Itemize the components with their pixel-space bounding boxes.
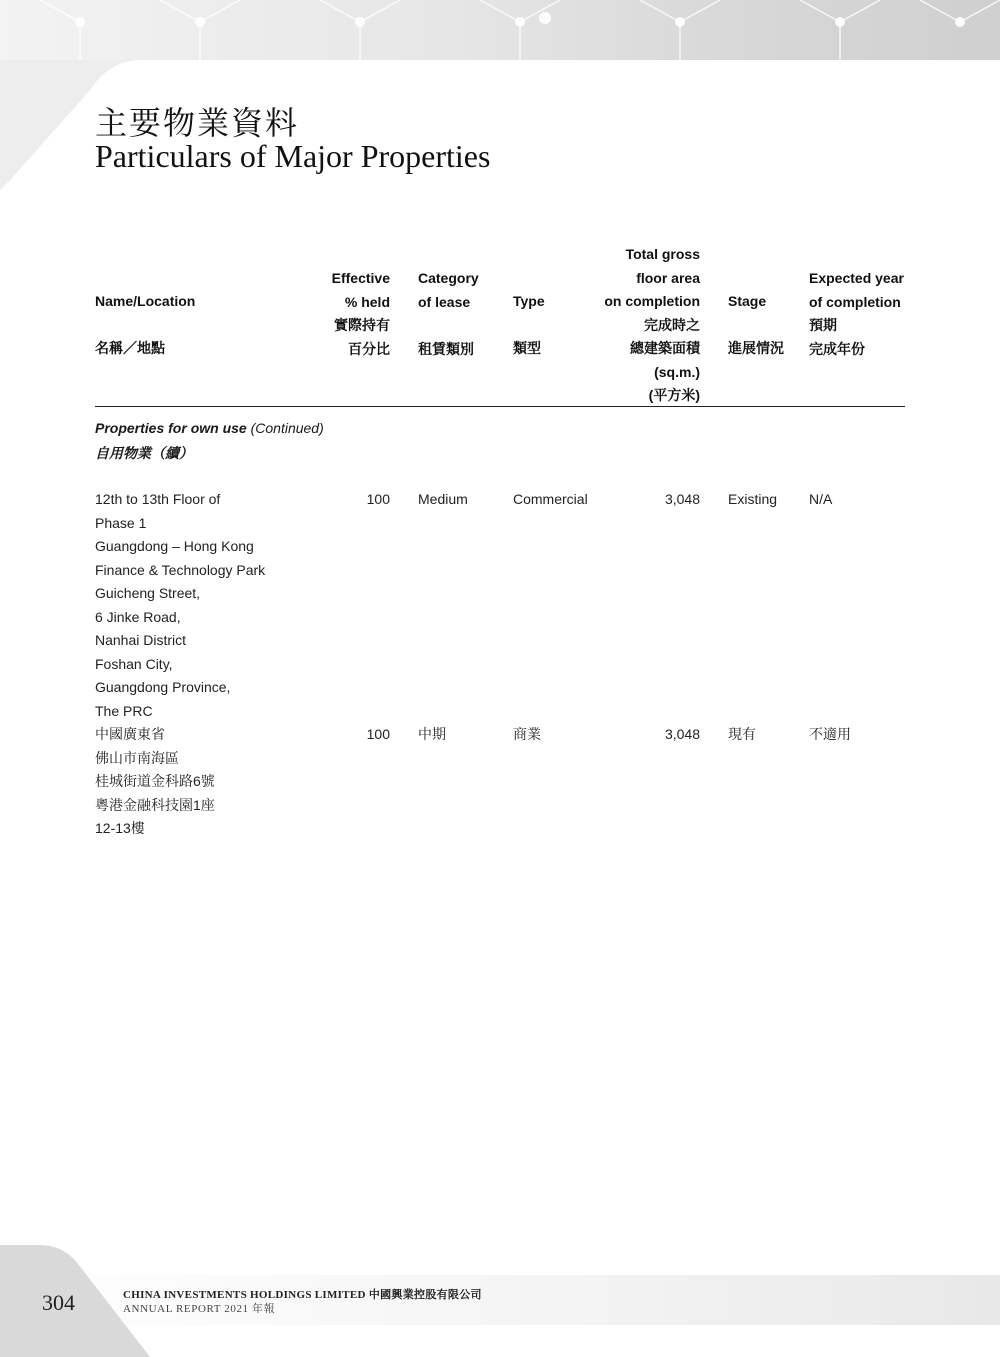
section-title-zh: 自用物業（續） [95, 445, 193, 461]
footer-company: CHINA INVESTMENTS HOLDINGS LIMITED 中國興業控股有限公司 [123, 1289, 482, 1301]
page-title-zh: 主要物業資料 [95, 104, 300, 142]
row-2-area: 3,048 [664, 726, 700, 742]
row-1-stage: Existing [728, 491, 778, 507]
header-rule [95, 406, 905, 407]
page-title-en: Particulars of Major Properties [95, 138, 491, 174]
section-title-en-main: Properties for own use [95, 420, 247, 436]
column-header-stage: Stage 進展情況 [728, 293, 784, 356]
column-header-name: Name/Location 名稱／地點 [95, 293, 196, 356]
page-number: 304 [42, 1290, 75, 1315]
row-1-area: 3,048 [664, 491, 700, 507]
row-1-type: Commercial [513, 491, 588, 507]
section-title-en [95, 420, 324, 436]
column-header-held: Effective % held 實際持有 百分比 [331, 270, 390, 357]
row-2-held: 100 [366, 726, 390, 742]
column-header-type: Type 類型 [513, 293, 545, 356]
row-2-stage: 現有 [728, 726, 756, 742]
hexagon-pattern [0, 0, 1000, 60]
row-1-year: N/A [809, 491, 833, 507]
row-2-year: 不適用 [809, 726, 851, 742]
row-2-name: 中國廣東省 佛山市南海區 桂城街道金科路6號 粵港金融科技園1座 12-13樓 [95, 726, 215, 836]
column-header-year: Expected year of completion 預期 完成年份 [809, 270, 904, 357]
row-2-lease: 中期 [418, 726, 446, 742]
column-header-lease: Category of lease 租賃類別 [418, 270, 479, 357]
section-title-en-suffix: (Continued) [250, 420, 324, 436]
row-1-name: 12th to 13th Floor of Phase 1 Guangdong – Hong Kong Finance & Technology Park Guicheng Street, 6 Jinke Road, Nanhai District Foshan City, Guangdong Province, The PRC [95, 491, 266, 719]
column-header-area: Total gross floor area on completion 完成時之 總建築面積 (sq.m.) (平方米) [604, 246, 700, 403]
row-1-lease: Medium [418, 491, 468, 507]
row-2-type: 商業 [513, 726, 541, 742]
row-1-held: 100 [366, 491, 390, 507]
header-banner [0, 0, 1000, 60]
footer-report: ANNUAL REPORT 2021 年報 [123, 1303, 276, 1315]
